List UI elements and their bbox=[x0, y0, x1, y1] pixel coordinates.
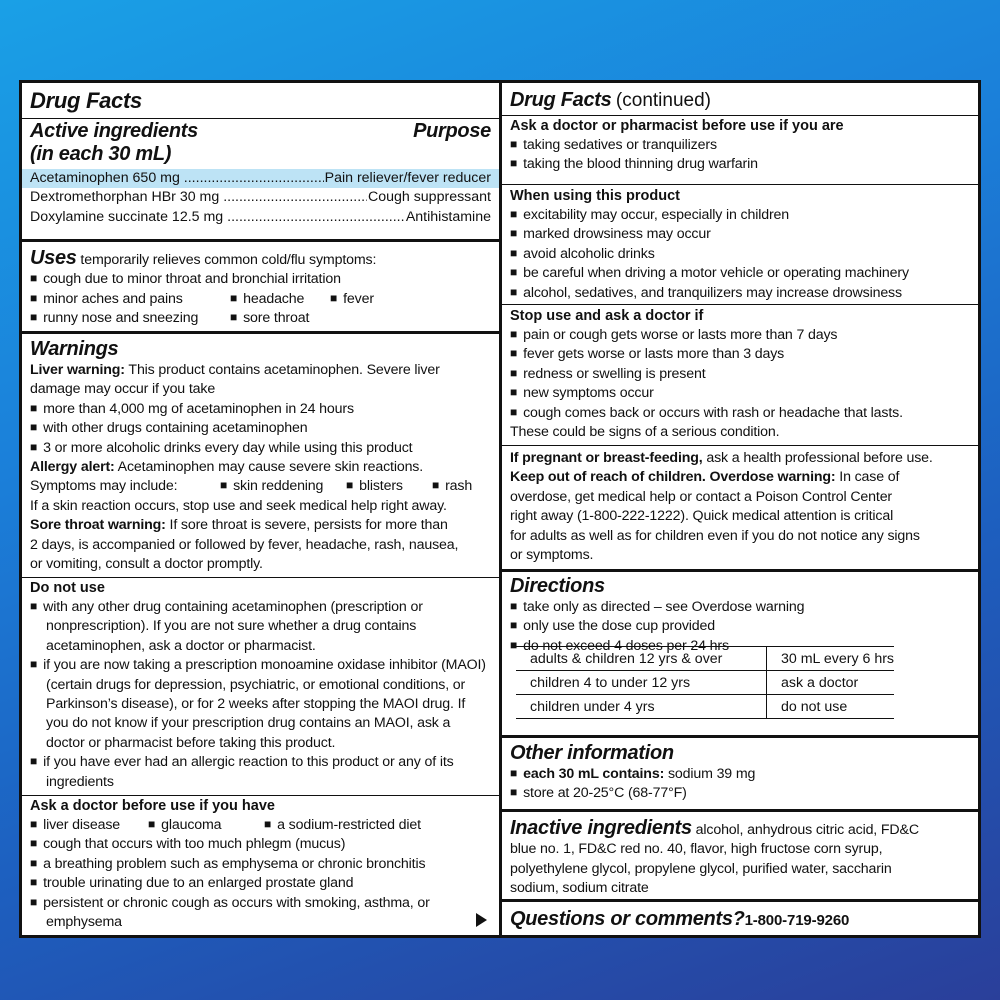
warnings-section bbox=[22, 331, 499, 577]
pregnant-text: ask a health professional before use. bbox=[706, 450, 933, 466]
allergy-alert-text: Acetaminophen may cause severe skin reactions. bbox=[117, 459, 424, 476]
list-item: ■ fever gets worse or lasts more than 3 days bbox=[510, 345, 970, 364]
drug-facts-label bbox=[19, 80, 981, 938]
list-item: ■ liver disease bbox=[30, 816, 148, 835]
table-cell-age: children under 4 yrs bbox=[516, 695, 767, 719]
ingredient-row bbox=[30, 188, 491, 207]
inactive-ingredients-heading: Inactive ingredients bbox=[510, 817, 692, 839]
list-item: ■ take only as directed – see Overdose warning bbox=[510, 598, 970, 617]
list-item: ■ glaucoma bbox=[148, 816, 264, 835]
inactive-ingredients-text: polyethylene glycol, propylene glycol, purified water, saccharin bbox=[510, 860, 892, 877]
active-ingredients-section bbox=[22, 88, 499, 238]
keep-out-text: for adults as well as for children even if you do not notice any signs bbox=[510, 527, 920, 544]
list-item: ■ more than 4,000 mg of acetaminophen in 24 hours bbox=[30, 400, 491, 419]
ingredient-purpose: Cough suppressant bbox=[367, 189, 491, 206]
list-item: ■ alcohol, sedatives, and tranquilizers may increase drowsiness bbox=[510, 284, 970, 303]
list-item: ■ skin reddening bbox=[220, 477, 346, 496]
active-ingredients-heading: Active ingredients bbox=[30, 120, 198, 142]
active-ingredients-subheading: (in each 30 mL) bbox=[30, 143, 172, 165]
inactive-ingredients-text: blue no. 1, FD&C red no. 40, flavor, high fructose corn syrup, bbox=[510, 841, 883, 858]
sore-throat-text: 2 days, is accompanied or followed by fever, headache, rash, nausea, bbox=[30, 536, 459, 553]
ingredient-purpose: Pain reliever/fever reducer bbox=[324, 170, 491, 186]
stop-use-note: These could be signs of a serious condition. bbox=[510, 424, 780, 441]
list-item: ■ runny nose and sneezing bbox=[30, 309, 230, 328]
table-cell-age: adults & children 12 yrs & over bbox=[516, 647, 767, 671]
purpose-heading: Purpose bbox=[413, 120, 491, 142]
list-item: ■ a sodium-restricted diet bbox=[264, 816, 421, 835]
continued-suffix: (continued) bbox=[615, 90, 711, 111]
ingredient-purpose: Antihistamine bbox=[405, 208, 491, 225]
list-item: ■ do not exceed 4 doses per 24 hrs bbox=[510, 637, 970, 656]
questions-section bbox=[502, 899, 978, 935]
sore-throat-label: Sore throat warning: bbox=[30, 517, 166, 534]
list-item: ■ rash bbox=[432, 477, 472, 496]
uses-intro: temporarily relieves common cold/flu symptoms: bbox=[80, 252, 377, 268]
ingredient-name: Dextromethorphan HBr 30 mg ..... bbox=[30, 188, 367, 207]
other-info-text: sodium 39 mg bbox=[667, 766, 756, 782]
list-item: ■ with any other drug containing acetaminophen (prescription or nonprescription). If you are not sure whether a drug contains acetaminophen, ask a doctor or pharmacist. bbox=[30, 598, 491, 656]
list-item: ■ taking the blood thinning drug warfarin bbox=[510, 155, 970, 174]
drug-facts-title-continued: Drug Facts bbox=[510, 89, 612, 111]
list-item: ■ excitability may occur, especially in children bbox=[510, 206, 970, 225]
uses-section bbox=[22, 239, 499, 331]
list-item: ■ 3 or more alcoholic drinks every day while using this product bbox=[30, 439, 491, 458]
inactive-ingredients-text: sodium, sodium citrate bbox=[510, 880, 649, 897]
ingredient-name: Acetaminophen 650 mg ..... bbox=[30, 169, 324, 188]
when-using-section bbox=[502, 184, 978, 304]
ingredient-name: Doxylamine succinate 12.5 mg ..... bbox=[30, 208, 405, 227]
table-cell-dose: 30 mL every 6 hrs bbox=[767, 647, 895, 671]
directions-heading: Directions bbox=[510, 575, 605, 597]
keep-out-text: overdose, get medical help or contact a Poison Control Center bbox=[510, 488, 893, 505]
sore-throat-text: If sore throat is severe, persists for more than bbox=[169, 517, 448, 534]
list-item: ■ cough comes back or occurs with rash or headache that lasts. bbox=[510, 404, 970, 423]
list-item: ■ cough due to minor throat and bronchial irritation bbox=[30, 270, 491, 289]
keep-out-text: right away (1-800-222-1222). Quick medical attention is critical bbox=[510, 508, 894, 525]
list-item: ■ be careful when driving a motor vehicle or operating machinery bbox=[510, 264, 970, 283]
uses-heading: Uses bbox=[30, 247, 77, 269]
warnings-heading: Warnings bbox=[30, 338, 119, 360]
list-item: ■ minor aches and pains bbox=[30, 290, 230, 309]
other-info-label: each 30 mL contains: bbox=[523, 766, 665, 782]
questions-heading: Questions or comments? bbox=[510, 908, 745, 930]
list-item: ■ if you are now taking a prescription monoamine oxidase inhibitor (MAOI) (certain drugs for depression, psychiatric, or emotional conditions, or Parkinson’s disease), or for 2 weeks after stopping the MAOI drug. If you do not know if your prescription drug contains an MAOI, ask a doctor or pharmacist before taking this product. bbox=[30, 656, 491, 753]
list-item: ■ redness or swelling is present bbox=[510, 365, 970, 384]
drug-facts-title: Drug Facts bbox=[30, 88, 142, 113]
keep-out-text: or symptoms. bbox=[510, 547, 594, 564]
list-item: ■ a breathing problem such as emphysema or chronic bronchitis bbox=[30, 855, 491, 874]
list-item: ■ only use the dose cup provided bbox=[510, 617, 970, 636]
list-item: ■ pain or cough gets worse or lasts more than 7 days bbox=[510, 326, 970, 345]
table-row bbox=[516, 647, 894, 671]
table-cell-dose: do not use bbox=[767, 695, 895, 719]
list-item: ■ taking sedatives or tranquilizers bbox=[510, 136, 970, 155]
when-using-heading: When using this product bbox=[510, 188, 680, 204]
pregnancy-overdose-section bbox=[502, 445, 978, 569]
ingredient-row bbox=[22, 169, 499, 188]
stop-use-section bbox=[502, 304, 978, 445]
liver-warning-text: damage may occur if you take bbox=[30, 381, 216, 398]
list-item: ■ cough that occurs with too much phlegm (mucus) bbox=[30, 835, 491, 854]
ask-pharmacist-heading: Ask a doctor or pharmacist before use if you are bbox=[510, 118, 844, 134]
table-cell-dose: ask a doctor bbox=[767, 671, 895, 695]
list-item: ■ sore throat bbox=[230, 309, 309, 328]
ingredient-row bbox=[30, 208, 491, 227]
dosage-table bbox=[516, 646, 894, 719]
list-item: ■ headache bbox=[230, 290, 330, 309]
inactive-ingredients-section bbox=[502, 809, 978, 899]
list-item: ■ marked drowsiness may occur bbox=[510, 225, 970, 244]
liver-warning-label: Liver warning: bbox=[30, 362, 125, 378]
directions-section bbox=[502, 569, 978, 735]
list-item: ■ trouble urinating due to an enlarged prostate gland bbox=[30, 874, 491, 893]
table-row bbox=[516, 695, 894, 719]
keep-out-text: In case of bbox=[839, 469, 900, 486]
other-information-heading: Other information bbox=[510, 742, 674, 764]
continue-arrow-icon bbox=[476, 913, 487, 927]
skin-reaction-text: If a skin reaction occurs, stop use and seek medical help right away. bbox=[30, 497, 447, 514]
list-item: ■ persistent or chronic cough as occurs with smoking, asthma, or emphysema bbox=[30, 894, 491, 933]
stop-use-heading: Stop use and ask a doctor if bbox=[510, 308, 704, 324]
list-item: ■ with other drugs containing acetaminophen bbox=[30, 419, 491, 438]
list-item: ■ new symptoms occur bbox=[510, 384, 970, 403]
liver-warning-text: This product contains acetaminophen. Severe liver bbox=[128, 362, 440, 378]
list-item: ■ if you have ever had an allergic reaction to this product or any of its ingredients bbox=[30, 753, 491, 792]
allergy-alert-label: Allergy alert: bbox=[30, 459, 115, 476]
list-item: ■ store at 20-25°C (68-77°F) bbox=[510, 784, 970, 803]
left-column bbox=[22, 83, 502, 935]
questions-phone: 1-800-719-9260 bbox=[744, 912, 850, 929]
list-item: ■ fever bbox=[330, 290, 374, 309]
symptoms-intro: Symptoms may include: bbox=[30, 478, 178, 495]
right-column bbox=[502, 83, 978, 935]
other-information-section bbox=[502, 735, 978, 809]
do-not-use-section bbox=[22, 577, 499, 795]
pregnant-label: If pregnant or breast-feeding, bbox=[510, 450, 703, 466]
keep-out-label: Keep out of reach of children. Overdose warning: bbox=[510, 469, 836, 486]
inactive-ingredients-text: alcohol, anhydrous citric acid, FD&C bbox=[695, 822, 919, 838]
table-row bbox=[516, 671, 894, 695]
sore-throat-text: or vomiting, consult a doctor promptly. bbox=[30, 556, 263, 573]
do-not-use-heading: Do not use bbox=[30, 580, 105, 596]
ask-doctor-section bbox=[22, 795, 499, 935]
ask-pharmacist-section bbox=[502, 88, 978, 184]
ask-doctor-heading: Ask a doctor before use if you have bbox=[30, 798, 275, 814]
table-cell-age: children 4 to under 12 yrs bbox=[516, 671, 767, 695]
list-item: ■ blisters bbox=[346, 477, 432, 496]
list-item: ■ avoid alcoholic drinks bbox=[510, 245, 970, 264]
